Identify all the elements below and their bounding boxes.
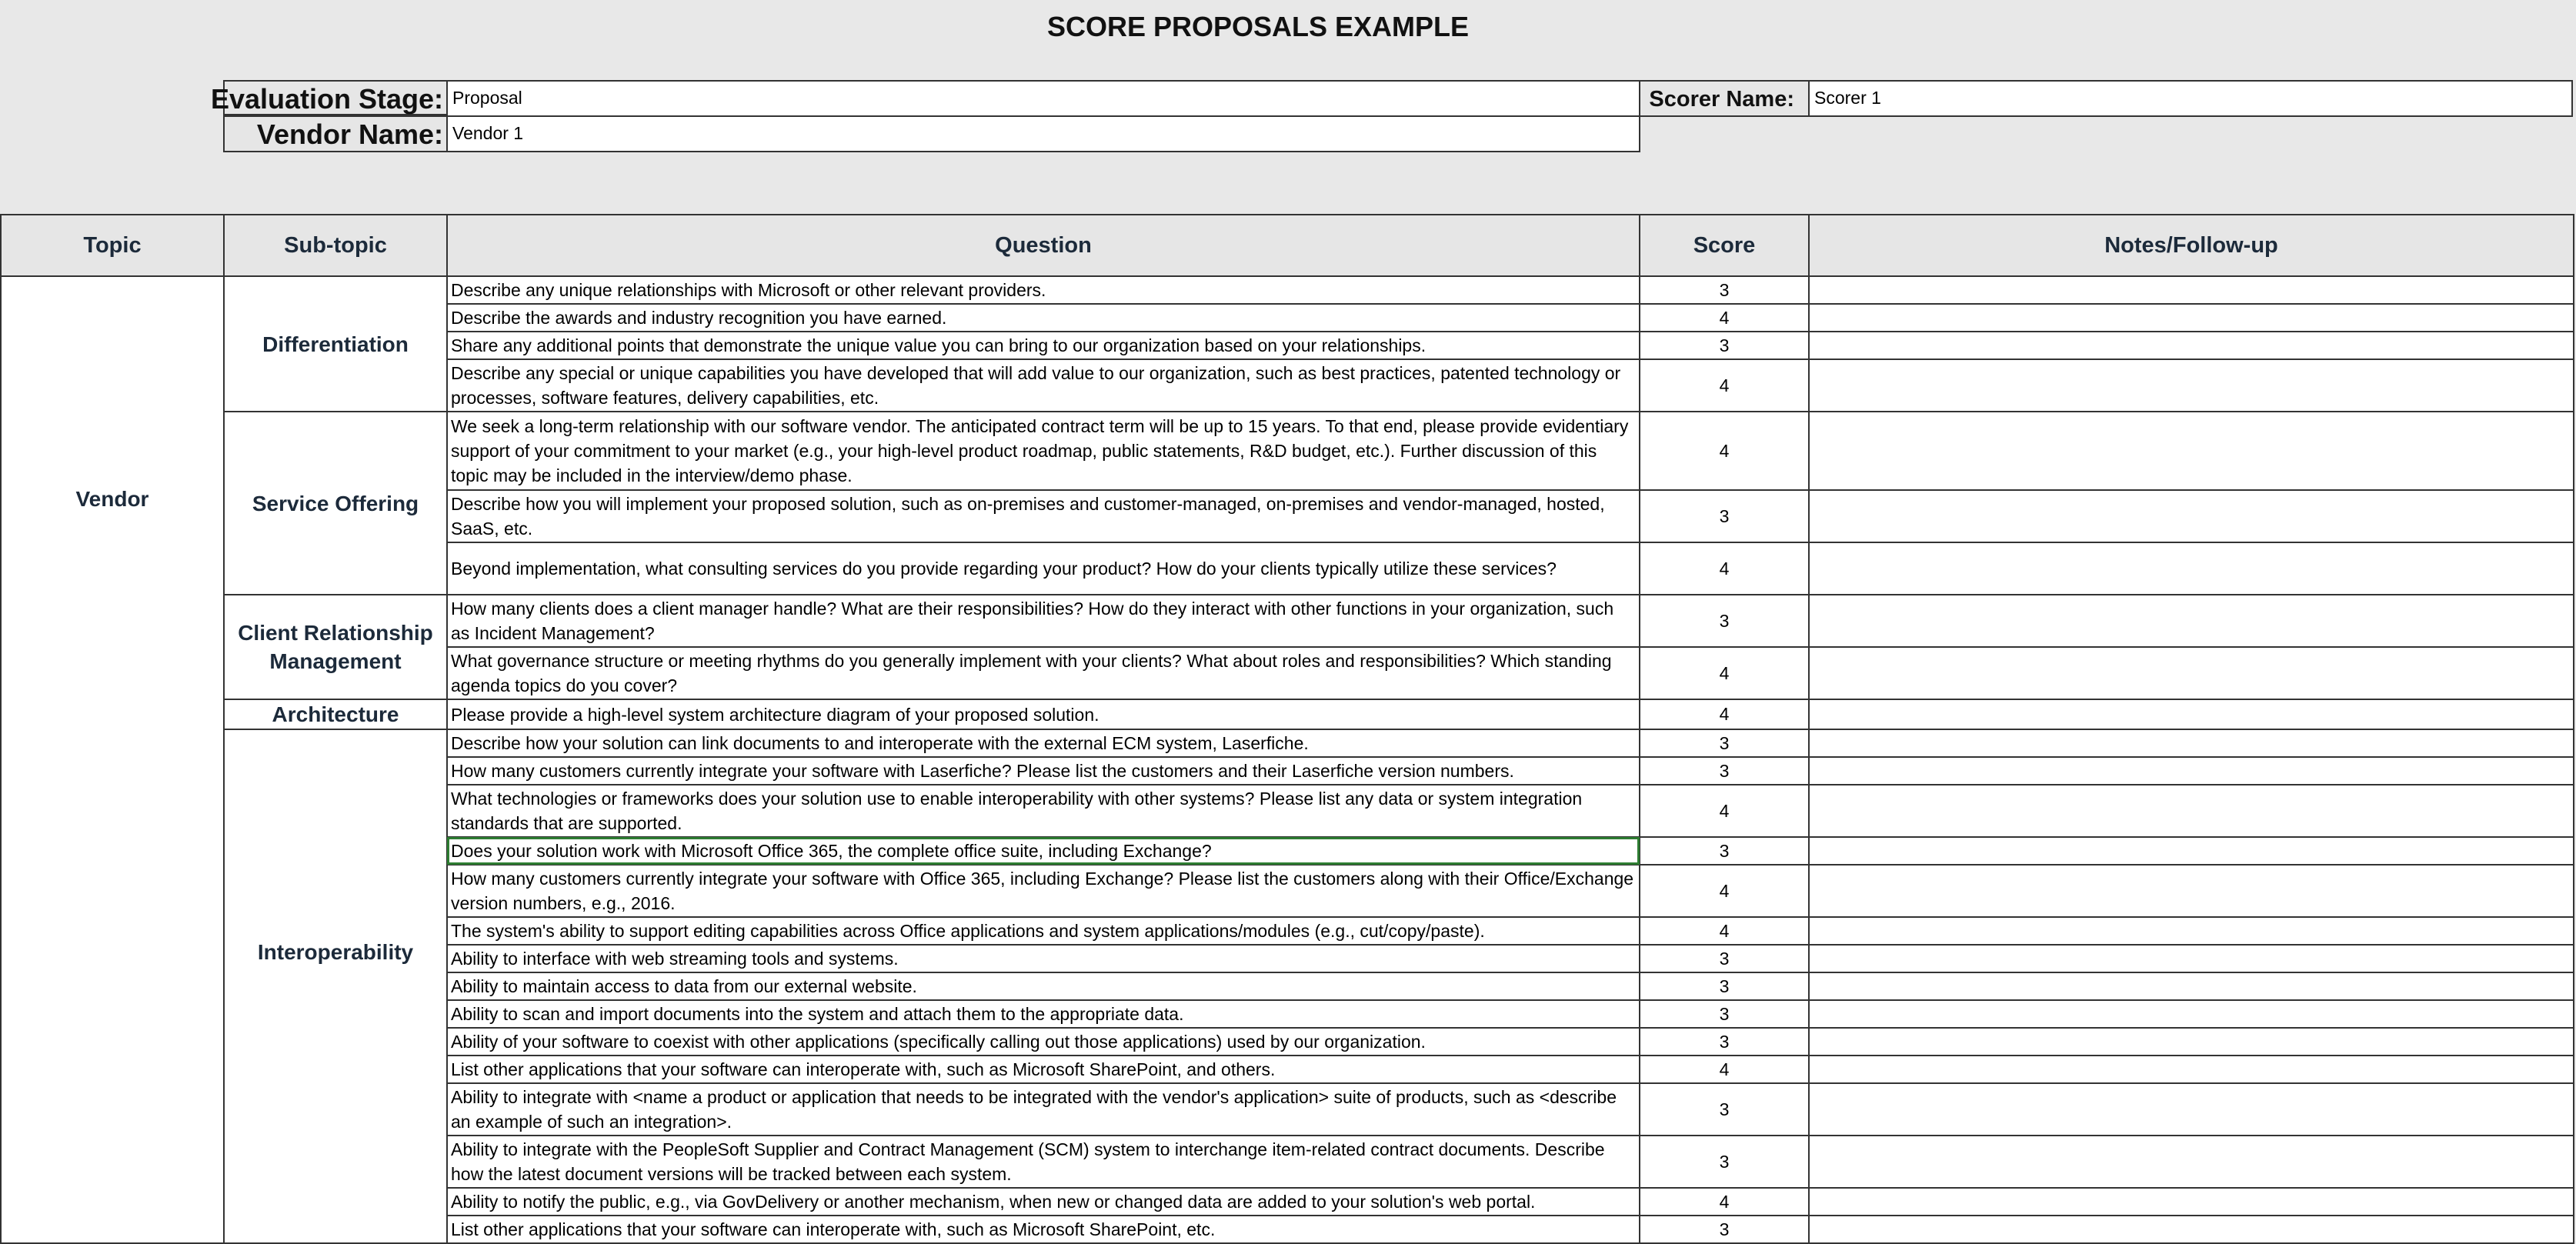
notes-cell[interactable] [1809,595,2574,647]
question-cell[interactable]: Describe any unique relationships with Microsoft or other relevant providers. [447,276,1640,304]
question-cell[interactable]: Ability to integrate with the PeopleSoft Supplier and Contract Management (SCM) system to interchange item-related contract documents. Describe how the latest document versions will be tracked between each system. [447,1136,1640,1188]
notes-cell[interactable] [1809,542,2574,595]
score-cell[interactable]: 3 [1640,945,1809,972]
question-cell[interactable]: Ability to integrate with <name a product or application that needs to be integrated with the vendor's application> suite of products, such as <describe an example of such an integration>. [447,1083,1640,1136]
question-cell[interactable]: How many customers currently integrate your software with Laserfiche? Please list the customers and their Laserfiche version numbers. [447,757,1640,785]
question-cell[interactable]: We seek a long-term relationship with our software vendor. The anticipated contract term will be up to 15 years. To that end, please provide evidentiary support of your commitment to your market (e.g., your high-level product roadmap, public statements, R&D budget, etc.). Further discussion of this topic may be included in the interview/demo phase. [447,412,1640,490]
notes-cell[interactable] [1809,276,2574,304]
score-cell[interactable]: 3 [1640,729,1809,757]
notes-cell[interactable] [1809,332,2574,359]
score-cell[interactable]: 3 [1640,490,1809,542]
score-cell[interactable]: 4 [1640,412,1809,490]
score-cell[interactable]: 4 [1640,917,1809,945]
question-cell[interactable]: Ability of your software to coexist with other applications (specifically calling out those applications) used by our organization. [447,1028,1640,1056]
notes-cell[interactable] [1809,1216,2574,1243]
score-cell[interactable]: 3 [1640,1000,1809,1028]
score-cell[interactable]: 4 [1640,304,1809,332]
score-cell[interactable]: 4 [1640,1056,1809,1083]
table-header-row [1,215,2574,276]
table-row [1,412,2574,490]
question-cell[interactable]: Ability to scan and import documents into the system and attach them to the appropriate data. [447,1000,1640,1028]
notes-cell[interactable] [1809,304,2574,332]
col-header-topic[interactable]: Topic [1,215,224,276]
col-header-subtopic[interactable]: Sub-topic [224,215,447,276]
question-cell[interactable]: Please provide a high-level system architecture diagram of your proposed solution. [447,699,1640,729]
notes-cell[interactable] [1809,1188,2574,1216]
score-cell[interactable]: 3 [1640,1028,1809,1056]
table-row [1,595,2574,647]
notes-cell[interactable] [1809,945,2574,972]
notes-cell[interactable] [1809,729,2574,757]
vendor-name-field[interactable]: Vendor 1 [446,115,1640,152]
evaluation-stage-field[interactable]: Proposal [446,80,1640,117]
notes-cell[interactable] [1809,917,2574,945]
score-cell[interactable]: 3 [1640,595,1809,647]
table-row [1,729,2574,757]
score-cell[interactable]: 4 [1640,359,1809,412]
question-cell-selected[interactable]: Does your solution work with Microsoft Office 365, the complete office suite, including Exchange? [447,837,1640,865]
notes-cell[interactable] [1809,1000,2574,1028]
notes-cell[interactable] [1809,647,2574,699]
score-cell[interactable]: 3 [1640,837,1809,865]
score-cell[interactable]: 4 [1640,865,1809,917]
question-cell[interactable]: The system's ability to support editing capabilities across Office applications and system applications/modules (e.g., cut/copy/paste). [447,917,1640,945]
question-cell[interactable]: Describe how your solution can link documents to and interoperate with the external ECM system, Laserfiche. [447,729,1640,757]
score-cell[interactable]: 3 [1640,757,1809,785]
score-cell[interactable]: 3 [1640,1083,1809,1136]
col-header-question[interactable]: Question [447,215,1640,276]
table-row [1,276,2574,304]
question-cell[interactable]: Describe the awards and industry recognition you have earned. [447,304,1640,332]
question-cell[interactable]: What governance structure or meeting rhythms do you generally implement with your clients? What about roles and responsibilities? Which standing agenda topics do you cover? [447,647,1640,699]
question-cell[interactable]: List other applications that your software can interoperate with, such as Microsoft SharePoint, and others. [447,1056,1640,1083]
scorer-name-label: Scorer Name: [1649,87,1794,112]
question-cell[interactable]: Share any additional points that demonstrate the unique value you can bring to our organization based on your relationships. [447,332,1640,359]
notes-cell[interactable] [1809,1028,2574,1056]
question-cell[interactable]: Ability to notify the public, e.g., via GovDelivery or another mechanism, when new or changed data are added to your solution's web portal. [447,1188,1640,1216]
question-cell[interactable]: Describe any special or unique capabilities you have developed that will add value to our organization, such as best practices, patented technology or processes, software features, delivery capabilities, etc. [447,359,1640,412]
question-cell[interactable]: Ability to maintain access to data from our external website. [447,972,1640,1000]
score-cell[interactable]: 4 [1640,785,1809,837]
question-cell[interactable]: Describe how you will implement your proposed solution, such as on-premises and customer-managed, on-premises and vendor-managed, hosted, SaaS, etc. [447,490,1640,542]
notes-cell[interactable] [1809,359,2574,412]
score-cell[interactable]: 3 [1640,276,1809,304]
question-cell[interactable]: How many customers currently integrate your software with Office 365, including Exchange? Please list the customers along with their Office/Exchange version numbers, e.g., 2016. [447,865,1640,917]
col-header-notes[interactable]: Notes/Follow-up [1809,215,2574,276]
question-cell[interactable]: List other applications that your software can interoperate with, such as Microsoft SharePoint, etc. [447,1216,1640,1243]
table-row [1,699,2574,729]
score-cell[interactable]: 4 [1640,542,1809,595]
question-cell[interactable]: Ability to interface with web streaming tools and systems. [447,945,1640,972]
notes-cell[interactable] [1809,865,2574,917]
subtopic-interoperability[interactable]: Interoperability [224,729,447,1243]
subtopic-client-relationship-management[interactable]: Client Relationship Management [224,595,447,699]
page-title: SCORE PROPOSALS EXAMPLE [1046,11,1470,42]
notes-cell[interactable] [1809,699,2574,729]
score-cell[interactable]: 3 [1640,1216,1809,1243]
topic-cell-vendor[interactable]: Vendor [1,276,224,1243]
score-cell[interactable]: 3 [1640,1136,1809,1188]
scorer-name-field[interactable]: Scorer 1 [1808,80,2573,117]
score-cell[interactable]: 3 [1640,972,1809,1000]
subtopic-architecture[interactable]: Architecture [224,699,447,729]
notes-cell[interactable] [1809,490,2574,542]
notes-cell[interactable] [1809,1056,2574,1083]
question-cell[interactable]: Beyond implementation, what consulting services do you provide regarding your product? How do your clients typically utilize these services? [447,542,1640,595]
subtopic-differentiation[interactable]: Differentiation [224,276,447,412]
notes-cell[interactable] [1809,1083,2574,1136]
score-cell[interactable]: 4 [1640,647,1809,699]
score-cell[interactable]: 3 [1640,332,1809,359]
col-header-score[interactable]: Score [1640,215,1809,276]
question-cell[interactable]: What technologies or frameworks does your solution use to enable interoperability with other systems? Please list any data or system integration standards that are supported. [447,785,1640,837]
notes-cell[interactable] [1809,837,2574,865]
score-table [0,214,2574,1244]
notes-cell[interactable] [1809,785,2574,837]
vendor-name-label: Vendor Name: [256,118,443,150]
score-cell[interactable]: 4 [1640,699,1809,729]
score-cell[interactable]: 4 [1640,1188,1809,1216]
notes-cell[interactable] [1809,757,2574,785]
question-cell[interactable]: How many clients does a client manager handle? What are their responsibilities? How do they interact with other functions in your organization, such as Incident Management? [447,595,1640,647]
notes-cell[interactable] [1809,1136,2574,1188]
notes-cell[interactable] [1809,412,2574,490]
evaluation-stage-label: Evaluation Stage: [210,83,443,115]
subtopic-service-offering[interactable]: Service Offering [224,412,447,595]
notes-cell[interactable] [1809,972,2574,1000]
